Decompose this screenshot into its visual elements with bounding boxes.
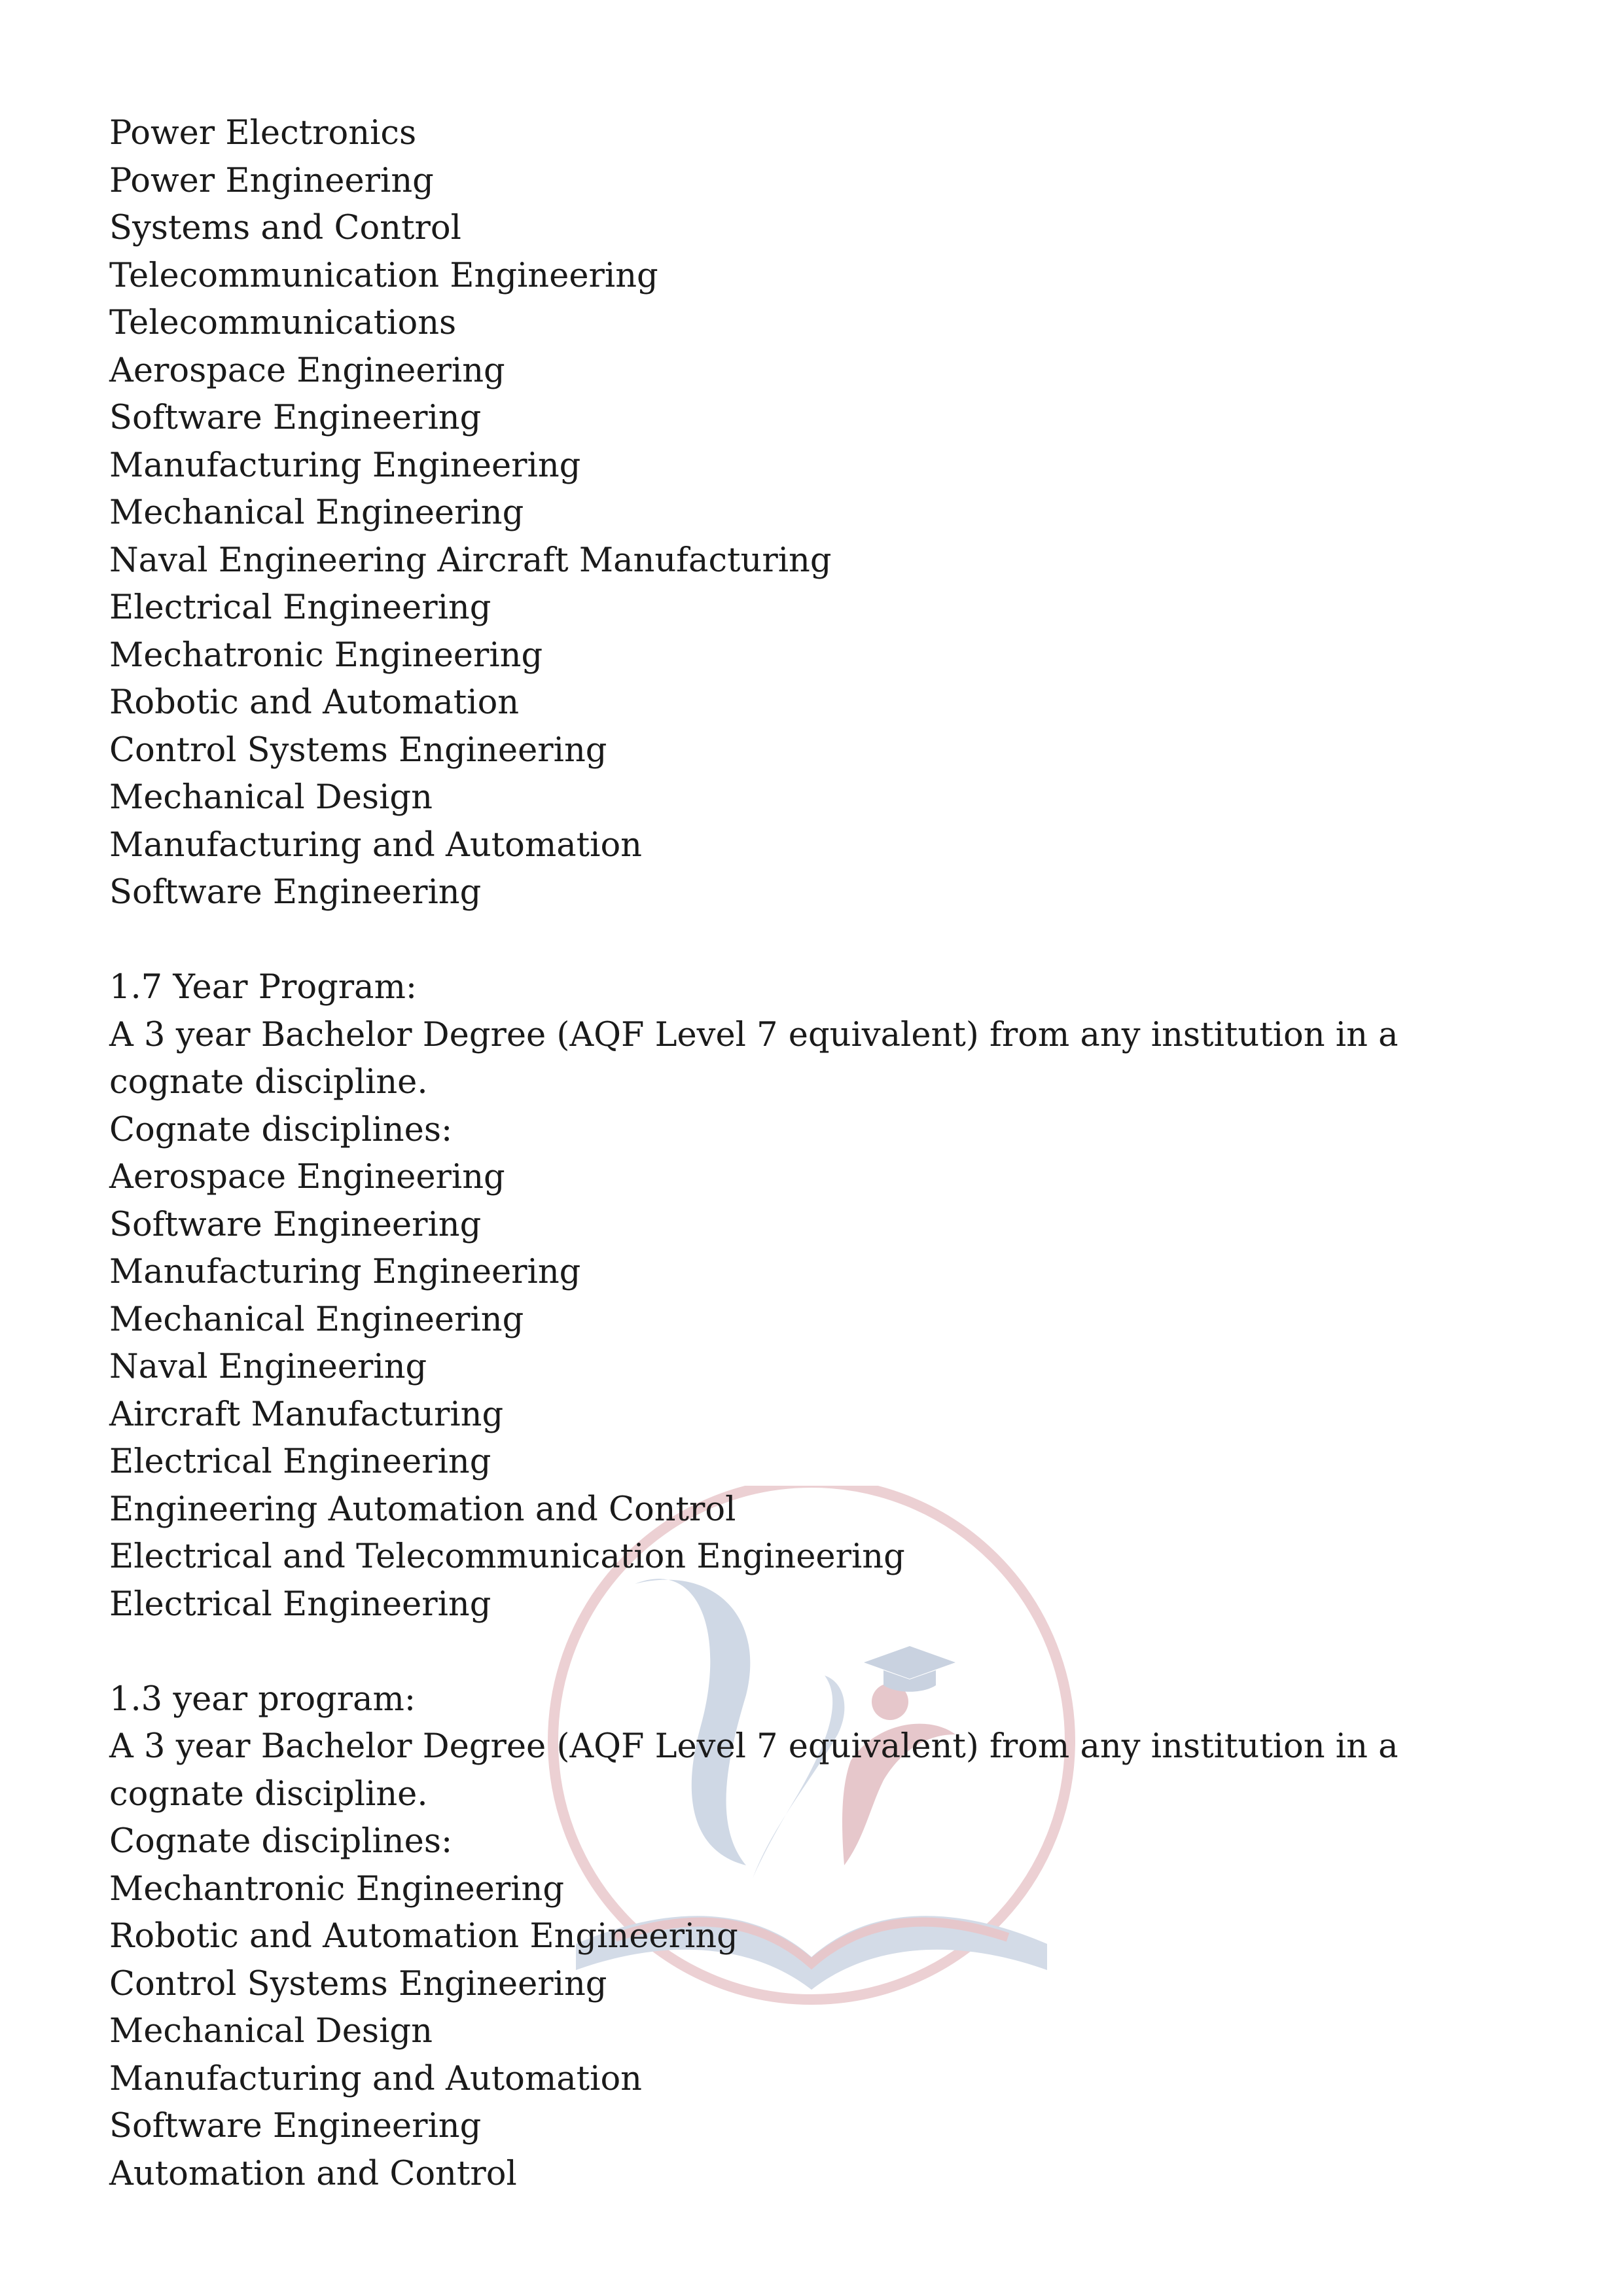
top-discipline-list	[109, 110, 1516, 917]
list-item: Manufacturing Engineering	[109, 1253, 581, 1291]
list-item: Manufacturing Engineering	[109, 446, 581, 485]
list-item: Mechanical Engineering	[109, 493, 524, 532]
list-item: Mechanical Engineering	[109, 1300, 524, 1339]
list-item: Software Engineering	[109, 1205, 482, 1244]
list-item: Telecommunications	[109, 304, 457, 342]
document-body	[109, 110, 1516, 2198]
list-item: Aerospace Engineering	[109, 1158, 505, 1196]
section-heading: 1.7 Year Program:	[109, 968, 418, 1007]
list-item: Power Engineering	[109, 161, 434, 200]
list-item: Mechatronic Engineering	[109, 636, 543, 675]
list-item: Manufacturing and Automation	[109, 825, 643, 865]
list-item: Automation and Control	[109, 2154, 517, 2193]
list-item: Control Systems Engineering	[109, 730, 607, 770]
program-1-3-section	[109, 1676, 1516, 2198]
paragraph-gap	[109, 917, 1516, 965]
list-item: Engineering Automation and Control	[109, 1490, 736, 1529]
list-item: Naval Engineering	[109, 1348, 427, 1386]
disciplines-label: Cognate disciplines:	[109, 1110, 453, 1149]
list-item: Aerospace Engineering	[109, 351, 505, 390]
list-item: Electrical and Telecommunication Engineering	[109, 1537, 905, 1576]
program-1-7-section	[109, 964, 1516, 1628]
list-item: Robotic and Automation	[109, 683, 520, 722]
section-heading: 1.3 year program:	[109, 1679, 416, 1719]
list-item: Systems and Control	[109, 209, 461, 247]
list-item: Electrical Engineering	[109, 1585, 491, 1624]
list-item: Power Electronics	[109, 114, 417, 152]
list-item: Robotic and Automation Engineering	[109, 1917, 738, 1956]
list-item: Software Engineering	[109, 2107, 482, 2145]
list-item: Mechantronic Engineering	[109, 1869, 564, 1909]
list-item: Software Engineering	[109, 399, 482, 437]
list-item: Telecommunication Engineering	[109, 256, 658, 295]
disciplines-label: Cognate disciplines:	[109, 1822, 453, 1861]
list-item: Mechanical Design	[109, 2012, 433, 2051]
list-item: Electrical Engineering	[109, 588, 491, 627]
section-description: A 3 year Bachelor Degree (AQF Level 7 equivalent) from any institution in a cognate discipline.	[109, 1015, 1399, 1102]
list-item: Manufacturing and Automation	[109, 2059, 643, 2098]
list-item: Naval Engineering Aircraft Manufacturing	[109, 541, 832, 580]
paragraph-gap	[109, 1628, 1516, 1676]
section-description: A 3 year Bachelor Degree (AQF Level 7 equivalent) from any institution in a cognate discipline.	[109, 1727, 1399, 1814]
list-item: Aircraft Manufacturing	[109, 1395, 504, 1434]
list-item: Software Engineering	[109, 873, 482, 912]
list-item: Control Systems Engineering	[109, 1964, 607, 2003]
list-item: Electrical Engineering	[109, 1443, 491, 1481]
list-item: Mechanical Design	[109, 778, 433, 817]
